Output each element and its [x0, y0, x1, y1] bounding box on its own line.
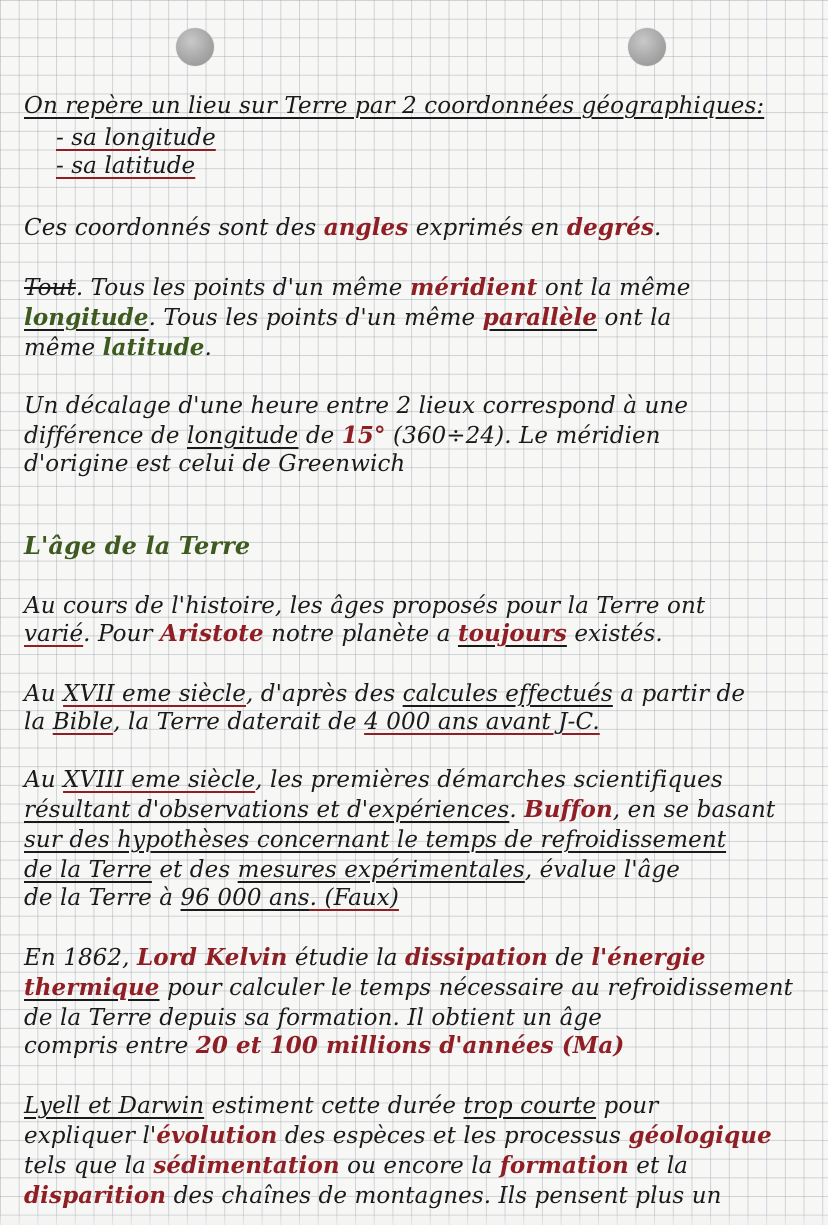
bible-date: 4 000 ans avant J-C.: [364, 709, 600, 735]
history-text-a: Au cours de l'histoire, les âges proposés pour la Terre ont: [24, 593, 706, 619]
coords-text-a: Ces coordonnés sont des: [24, 215, 317, 241]
buffon-text-j: et des: [159, 857, 231, 883]
kelvin-thermique: thermique: [24, 974, 160, 1001]
bottom-edge: [0, 1211, 828, 1225]
lyell-sedimentation: sédimentation: [153, 1152, 340, 1179]
lyell-text-o: des chaînes de montagnes. Ils pensent plus un: [173, 1183, 722, 1209]
buffon-line-4: [24, 856, 828, 884]
bible-calcules: calcules effectués: [402, 681, 613, 707]
history-aristote: Aristote: [160, 620, 264, 647]
history-text-c: . Pour: [83, 621, 153, 647]
buffon-line-3: [24, 826, 828, 854]
kelvin-text-i: de la Terre depuis sa formation. Il obtient un âge: [24, 1005, 602, 1031]
decalage-line-1: [24, 392, 828, 420]
coords-dot: .: [654, 215, 662, 241]
coords-line: [24, 214, 828, 242]
meridian-text-d: ont la même: [544, 275, 691, 301]
lyell-disparition: disparition: [24, 1182, 167, 1209]
meridian-text-f: . Tous les points d'un même: [148, 305, 476, 331]
coords-angles: angles: [323, 214, 409, 241]
lyell-text-g: des espèces et les processus: [284, 1123, 622, 1149]
lyell-text-k: ou encore la: [347, 1153, 493, 1179]
intro-item-latitude: [56, 152, 828, 180]
binder-hole-left: [176, 28, 214, 66]
bible-text-a: Au: [24, 681, 56, 707]
decalage-longitude: longitude: [187, 423, 299, 449]
item-latitude: - sa latitude: [56, 153, 196, 179]
history-text-g: existés.: [574, 621, 663, 647]
bible-century: XVII eme siècle: [63, 681, 246, 707]
kelvin-name: Lord Kelvin: [136, 944, 288, 971]
meridian-line-3: [24, 334, 828, 362]
meridian-latitude: latitude: [102, 334, 205, 361]
buffon-century: XVIII eme siècle: [63, 767, 256, 793]
meridian-line-1: [24, 274, 828, 302]
kelvin-line-2: [24, 974, 828, 1002]
kelvin-energie: l'énergie: [591, 944, 706, 971]
buffon-dot: .: [509, 797, 517, 823]
lyell-line-2: [24, 1122, 828, 1150]
lyell-line-4: [24, 1182, 828, 1210]
lyell-formation: formation: [499, 1152, 629, 1179]
buffon-text-m: de la Terre à: [24, 885, 174, 911]
buffon-mesures: mesures expérimentales: [237, 857, 525, 883]
coords-degres: degrés: [566, 214, 655, 241]
buffon-text-g: , en se basant: [612, 797, 776, 823]
lyell-names: Lyell et Darwin: [24, 1093, 205, 1119]
buffon-line-2: [24, 796, 828, 824]
history-line-2: [24, 620, 828, 648]
buffon-terre: de la Terre: [24, 857, 152, 883]
buffon-96000: 96 000 ans: [180, 885, 310, 911]
buffon-line-5: [24, 884, 828, 912]
decalage-text-a: Un décalage d'une heure entre 2 lieux correspond à une: [24, 393, 689, 419]
kelvin-text-j: compris entre: [24, 1033, 189, 1059]
kelvin-text-a: En 1862,: [24, 945, 130, 971]
meridian-struck-word: Tout: [24, 275, 76, 301]
bible-text-c: , d'après des: [245, 681, 396, 707]
meridian-text-i: même: [24, 335, 96, 361]
item-longitude: - sa longitude: [56, 125, 216, 151]
lyell-text-i: tels que la: [24, 1153, 146, 1179]
intro-text: On repère un lieu sur Terre par 2 coordonnées géographiques:: [24, 93, 765, 119]
kelvin-text-h: pour calculer le temps nécessaire au refroidissement: [166, 975, 793, 1001]
buffon-observations: résultant d'observations et d'expériences: [24, 797, 510, 823]
buffon-hypotheses: sur des hypothèses concernant le temps de refroidissement: [24, 827, 727, 853]
history-line-1: [24, 592, 828, 620]
buffon-text-a: Au: [24, 767, 56, 793]
decalage-text-b: différence de: [24, 423, 180, 449]
decalage-text-g: d'origine est celui de Greenwich: [24, 451, 406, 477]
binder-hole-right: [628, 28, 666, 66]
meridian-line-2: [24, 304, 828, 332]
decalage-text-d: de: [305, 423, 335, 449]
lyell-text-b: estiment cette durée: [211, 1093, 457, 1119]
meridian-text-b: . Tous les points d'un même: [75, 275, 403, 301]
kelvin-line-1: [24, 944, 828, 972]
meridian-parallele: parallèle: [482, 304, 598, 331]
lyell-evolution: évolution: [156, 1122, 278, 1149]
buffon-faux: . (Faux): [309, 885, 399, 911]
bible-text-f: la: [24, 709, 46, 735]
meridian-longitude: longitude: [24, 304, 149, 331]
lyell-line-1: [24, 1092, 828, 1120]
intro-line: [24, 92, 828, 120]
lyell-text-m: et la: [636, 1153, 688, 1179]
lyell-text-d: pour: [603, 1093, 659, 1119]
kelvin-age: 20 et 100 millions d'années (Ma): [195, 1032, 625, 1059]
decalage-line-3: [24, 450, 828, 478]
history-varie: varié: [24, 621, 84, 647]
decalage-15-degrees: 15°: [341, 422, 386, 449]
history-text-e: notre planète a: [271, 621, 451, 647]
bible-bible: Bible: [52, 709, 114, 735]
lyell-text-e: expliquer l': [24, 1123, 157, 1149]
decalage-text-f: (360÷24). Le méridien: [393, 423, 661, 449]
bible-text-e: a partir de: [620, 681, 746, 707]
lyell-geologique: géologique: [628, 1122, 772, 1149]
kelvin-text-e: de: [555, 945, 584, 971]
meridian-dot: .: [204, 335, 212, 361]
buffon-text-c: , les premières démarches scientifiques: [255, 767, 723, 793]
lyell-trop-courte: trop courte: [463, 1093, 597, 1119]
bible-line-1: [24, 680, 828, 708]
coords-text-c: exprimés en: [415, 215, 560, 241]
buffon-name: Buffon: [524, 796, 613, 823]
intro-item-longitude: [56, 124, 828, 152]
bible-line-2: [24, 708, 828, 736]
kelvin-line-4: [24, 1032, 828, 1060]
lyell-line-3: [24, 1152, 828, 1180]
buffon-line-1: [24, 766, 828, 794]
meridian-text-h: ont la: [604, 305, 672, 331]
section-title: [24, 532, 828, 560]
buffon-text-l: , évalue l'âge: [524, 857, 680, 883]
bible-text-h: , la Terre daterait de: [113, 709, 357, 735]
kelvin-dissipation: dissipation: [404, 944, 548, 971]
section-title-text: L'âge de la Terre: [24, 531, 251, 560]
history-toujours: toujours: [457, 620, 567, 647]
kelvin-text-c: étudie la: [294, 945, 398, 971]
meridian-meridient: méridient: [409, 274, 538, 301]
kelvin-line-3: [24, 1004, 828, 1032]
decalage-line-2: [24, 422, 828, 450]
